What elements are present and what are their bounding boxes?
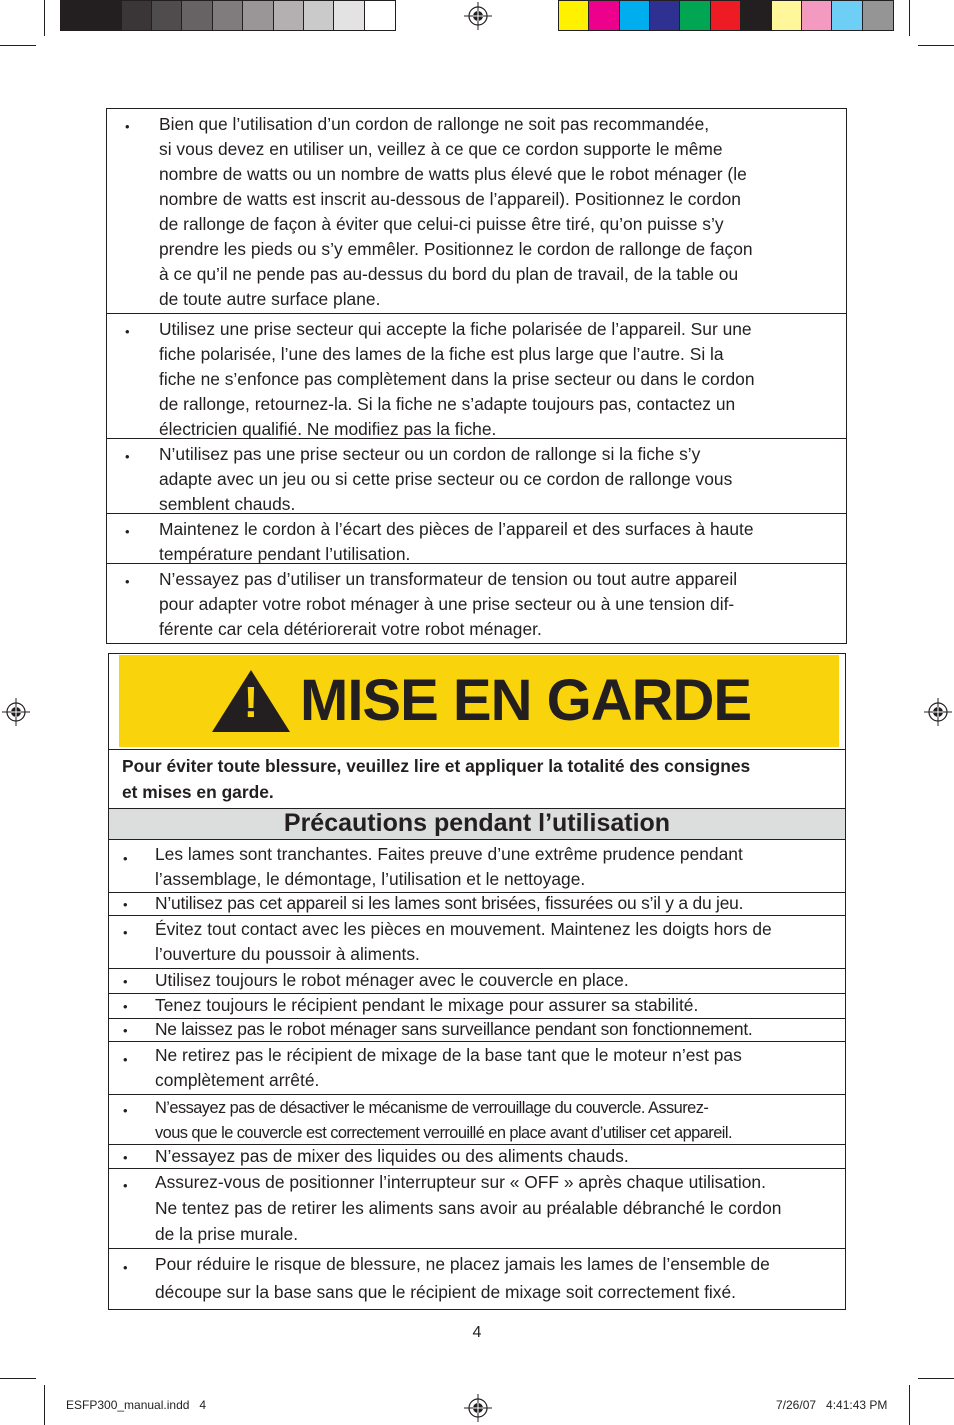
bullet: • [123,1178,128,1193]
warning-box [108,653,846,1310]
list-item-text: Maintenez le cordon à l’écart des pièces de l’appareil et des surfaces à haute température pendant l’utilisation. [159,519,754,564]
list-item [109,994,845,1019]
crop-mark [909,1385,910,1425]
color-swatch [589,1,619,30]
crop-mark [909,0,910,36]
color-swatch [620,1,650,30]
list-item [109,1169,845,1249]
list-item-text: Utilisez toujours le robot ménager avec le couvercle en place. [155,970,629,990]
crop-mark [918,1378,954,1379]
warning-header [119,655,839,747]
bullet: • [123,974,128,989]
bullet: • [123,1260,128,1275]
divider [109,749,845,750]
list-item-text: N’utilisez pas une prise secteur ou un cordon de rallonge si la fiche s’y adapte avec un jeu ou si cette prise secteur ou ce cordon de rallonge vous semblent chauds. [159,444,733,514]
color-swatch [741,1,771,30]
bullet: • [125,524,130,539]
process-color-bar [558,0,894,31]
bullet: • [123,1150,128,1165]
color-swatch [559,1,589,30]
registration-mark-icon [464,1394,492,1422]
color-swatch [711,1,741,30]
list-item [109,893,845,916]
warning-triangle-mark: ! [243,678,259,727]
bullet: • [125,449,130,464]
list-item-text: Bien que l’utilisation d’un cordon de rallonge ne soit pas recommandée, si vous devez en utiliser un, veillez à ce que ce cordon supporte le même nombre de watts ou un nombre de watts plus élevé que le robot ménager (le nombre de watts est inscrit au-dessous de l’appareil). Positionnez le cordon de rallonge de façon à éviter que celui-ci puisse être tiré, qu’on puisse s’y prendre les pieds ou s’y emmêler. Positionnez le cordon de rallonge de façon à ce qu’il ne pende pas au-dessus du bord du plan de travail, de la table ou de toute autre surface plane. [159,114,753,309]
list-item [109,916,845,969]
list-item [107,109,846,314]
slug-filename: ESFP300_manual.indd 4 [66,1398,207,1412]
list-item-text: Pour réduire le risque de blessure, ne placez jamais les lames de l’ensemble de découpe sur la base sans que le récipient de mixage soit correctement fixé. [155,1254,770,1302]
crop-mark [44,1385,45,1425]
list-item-text: Utilisez une prise secteur qui accepte la fiche polarisée de l’appareil. Sur une fiche polarisée, l’une des lames de la fiche est plus large que l’autre. Si la fiche ne s’enfonce pas complètement dans la prise secteur ou dans le cordon de rallonge, retournez-la. Si la fiche ne s’adapte toujours pas, contactez un électricien qualifié. Ne modifiez pas la fiche. [159,319,755,439]
list-item-text: Ne laissez pas le robot ménager sans surveillance pendant son fonctionnement. [155,1019,753,1039]
list-item [109,1095,845,1145]
section-heading-text: Précautions pendant l’utilisation [283,809,671,837]
crop-mark [0,1378,36,1379]
bullet: • [125,119,130,134]
registration-mark-icon [464,2,492,30]
list-item [109,1042,845,1095]
list-item [109,1145,845,1169]
crop-mark [44,0,45,36]
bullet: • [123,925,128,940]
list-item-text: Ne retirez pas le récipient de mixage de la base tant que le moteur n’est pas complètement arrêté. [155,1045,742,1090]
crop-mark [918,45,954,46]
color-swatch [365,1,395,30]
bullet: • [123,1103,128,1118]
color-swatch [152,1,182,30]
color-swatch [61,1,91,30]
registration-mark-icon [924,698,952,726]
list-item [107,314,846,439]
crop-mark [0,45,36,46]
list-item-text: Tenez toujours le récipient pendant le mixage pour assurer sa stabilité. [155,995,699,1015]
color-swatch [863,1,893,30]
color-swatch [182,1,212,30]
list-item-text: Les lames sont tranchantes. Faites preuve d’une extrême prudence pendant l’assemblage, le démontage, l’utilisation et le nettoyage. [155,844,743,889]
bullet: • [123,897,128,912]
page-number: 4 [472,1324,482,1341]
list-item-text: Assurez-vous de positionner l’interrupteur sur « OFF » après chaque utilisation. Ne tentez pas de retirer les aliments sans avoir au préalable débranché le cordon de la prise murale. [155,1172,782,1244]
color-swatch [772,1,802,30]
color-swatch [122,1,152,30]
bullet: • [125,574,130,589]
color-swatch [832,1,862,30]
registration-mark-icon [2,698,30,726]
color-swatch [650,1,680,30]
list-item-text: N’essayez pas d’utiliser un transformateur de tension ou tout autre appareil pour adapter votre robot ménager à une prise secteur ou à une tension dif- férente car cela détériorerait votre robot ménager. [159,569,738,639]
list-item-text: N’utilisez pas cet appareil si les lames sont brisées, fissurées ou s’il y a du jeu. [155,893,744,913]
list-item [109,969,845,994]
precautions-list [109,840,845,1310]
bullet: • [123,999,128,1014]
list-item [107,514,846,564]
color-swatch [334,1,364,30]
section-heading [109,808,845,840]
list-item [109,1249,845,1310]
bullet: • [123,1052,128,1067]
warning-intro: Pour éviter toute blessure, veuillez lire et appliquer la totalité des consignes et mises en garde. [122,756,751,802]
color-swatch [274,1,304,30]
warning-title: MISE EN GARDE [300,668,752,733]
list-item [109,840,845,893]
list-item [107,564,846,644]
list-item-text: N’essayez pas de désactiver le mécanisme de verrouillage du couvercle. Assurez- vous que le couvercle est correctement verrouillé en place avant d’utiliser cet appareil. [155,1099,732,1142]
color-swatch [243,1,273,30]
color-swatch [680,1,710,30]
bullet: • [123,851,128,866]
color-swatch [304,1,334,30]
grayscale-color-bar [60,0,396,31]
bullet: • [125,324,130,339]
list-item [109,1019,845,1042]
color-swatch [802,1,832,30]
list-item-text: N’essayez pas de mixer des liquides ou des aliments chauds. [155,1146,629,1166]
list-item-text: Évitez tout contact avec les pièces en mouvement. Maintenez les doigts hors de l’ouverture du poussoir à aliments. [155,919,772,964]
color-swatch [213,1,243,30]
slug-timestamp: 7/26/07 4:41:43 PM [776,1398,888,1412]
color-swatch [91,1,121,30]
bullet: • [123,1023,128,1038]
list-item [107,439,846,514]
safety-list-box [106,108,847,644]
